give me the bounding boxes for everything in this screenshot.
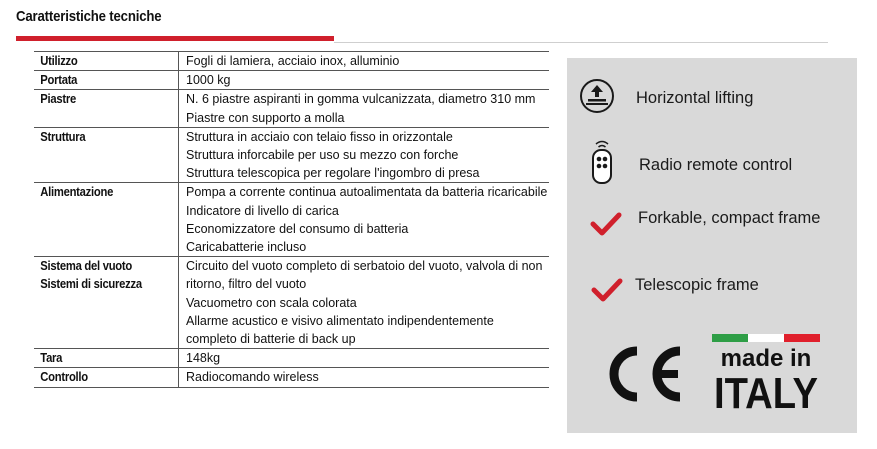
spec-key xyxy=(34,257,164,348)
checkmark-icon xyxy=(590,211,622,237)
page-title: Caratteristiche tecniche xyxy=(16,8,162,25)
spec-value-line: Circuito del vuoto completo di serbatoio del vuoto, valvola di non xyxy=(186,259,543,274)
spec-key-label: Sistema del vuoto xyxy=(40,259,132,274)
spec-values xyxy=(178,71,549,89)
spec-value-line: ritorno, filtro del vuoto xyxy=(186,277,307,292)
title-divider-line xyxy=(334,42,828,43)
spec-table xyxy=(34,51,549,388)
spec-row xyxy=(34,349,549,368)
spec-value-line: Struttura telescopica per regolare l'ingombro di presa xyxy=(186,166,480,181)
feature-label-forkable: Forkable, compact frame xyxy=(638,209,821,227)
spec-value-line: Pompa a corrente continua autoalimentata da batteria ricaricabile xyxy=(186,185,548,200)
spec-key-label: Alimentazione xyxy=(40,185,114,200)
spec-values xyxy=(178,128,549,183)
spec-key-label: Controllo xyxy=(40,370,88,385)
spec-row xyxy=(34,368,549,387)
ce-mark-logo xyxy=(600,345,686,403)
spec-values xyxy=(178,349,549,367)
spec-value-line: 148kg xyxy=(186,351,221,366)
spec-row xyxy=(34,71,549,90)
spec-key-label: Tara xyxy=(40,351,63,366)
spec-value-line: Caricabatterie incluso xyxy=(186,240,307,255)
spec-key-label: Utilizzo xyxy=(40,54,78,68)
spec-key xyxy=(34,349,164,367)
spec-row xyxy=(34,128,549,184)
spec-key xyxy=(34,90,164,126)
spec-values xyxy=(178,90,549,126)
spec-value-line: completo di batterie di back up xyxy=(186,332,356,347)
spec-row xyxy=(34,257,549,349)
spec-value-line: Economizzatore del consumo di batteria xyxy=(186,221,409,236)
spec-key xyxy=(34,71,164,89)
spec-value-line: N. 6 piastre aspiranti in gomma vulcanizzata, diametro 310 mm xyxy=(186,92,536,107)
spec-value-line: Fogli di lamiera, acciaio inox, alluminio xyxy=(186,54,400,68)
horizontal-lifting-icon xyxy=(579,78,615,114)
feature-label-radio-remote: Radio remote control xyxy=(639,156,793,174)
italy-text: ITALY xyxy=(714,369,818,412)
spec-key-label: Struttura xyxy=(40,129,86,144)
feature-label-horizontal-lifting: Horizontal lifting xyxy=(636,89,754,107)
spec-value-line: Radiocomando wireless xyxy=(186,370,319,385)
spec-value-line: Allarme acustico e visivo alimentato indipendentemente xyxy=(186,313,494,328)
spec-row xyxy=(34,183,549,257)
checkmark-icon xyxy=(591,277,623,303)
spec-values xyxy=(178,368,549,386)
spec-key xyxy=(34,368,164,386)
spec-row xyxy=(34,52,549,71)
spec-key-label: Piastre xyxy=(40,92,76,107)
title-underline-accent xyxy=(16,36,334,41)
spec-value-line: Piastre con supporto a molla xyxy=(186,110,345,125)
spec-value-line: 1000 kg xyxy=(186,73,231,88)
spec-value-line: Indicatore di livello di carica xyxy=(186,203,339,218)
remote-control-icon xyxy=(589,138,615,186)
spec-key-label: Portata xyxy=(40,73,78,88)
made-in-italy-logo xyxy=(710,332,822,412)
spec-row xyxy=(34,90,549,127)
spec-value-line: Vacuometro con scala colorata xyxy=(186,295,357,310)
features-panel xyxy=(567,58,857,433)
spec-values xyxy=(178,52,549,70)
spec-key xyxy=(34,128,164,183)
spec-values xyxy=(178,183,549,256)
spec-key-label-secondary: Sistemi di sicurezza xyxy=(40,277,142,292)
made-in-text: made in xyxy=(720,345,812,372)
spec-key xyxy=(34,183,164,256)
spec-values xyxy=(178,257,549,348)
spec-key xyxy=(34,52,164,70)
spec-value-line: Struttura inforcabile per uso su mezzo con forche xyxy=(186,148,459,163)
feature-label-telescopic: Telescopic frame xyxy=(635,276,759,294)
spec-value-line: Struttura in acciaio con telaio fisso in orizzontale xyxy=(186,129,453,144)
